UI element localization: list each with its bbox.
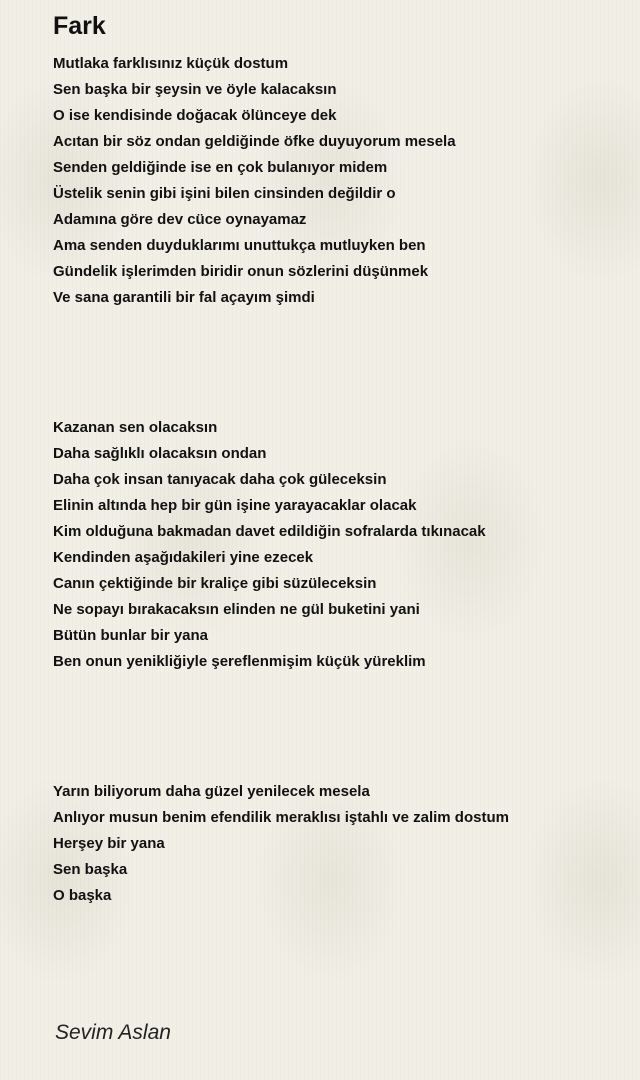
poem-line: Ama senden duyduklarımı unuttukça mutluyken ben: [53, 237, 426, 254]
poem-line: Bütün bunlar bir yana: [53, 627, 209, 644]
poem-body: [53, 51, 633, 909]
poem-title: Fark: [53, 12, 106, 40]
poem-line: Senden geldiğinde ise en çok bulanıyor midem: [53, 159, 388, 176]
poem-line: Ne sopayı bırakacaksın elinden ne gül buketini yani: [53, 601, 420, 618]
poem-line: Daha çok insan tanıyacak daha çok güleceksin: [53, 471, 387, 488]
poem-line: Üstelik senin gibi işini bilen cinsinden değildir o: [53, 185, 396, 202]
poem-line: Gündelik işlerimden biridir onun sözlerini düşünmek: [53, 263, 429, 280]
poem-line: Ben onun yenikliğiyle şereflenmişim küçük yüreklim: [53, 653, 426, 670]
poem-line: Kendinden aşağıdakileri yine ezecek: [53, 549, 314, 566]
poem-line: Elinin altında hep bir gün işine yarayacaklar olacak: [53, 497, 417, 514]
poem-stanza: [53, 779, 633, 909]
poem-line: Sen başka bir şeysin ve öyle kalacaksın: [53, 81, 337, 98]
poem-line: Acıtan bir söz ondan geldiğinde öfke duyuyorum mesela: [53, 133, 456, 150]
poem-line: Yarın biliyorum daha güzel yenilecek mesela: [53, 783, 370, 800]
poem-stanza: [53, 415, 633, 675]
poem-line: Kazanan sen olacaksın: [53, 419, 218, 436]
poem-line: Anlıyor musun benim efendilik meraklısı iştahlı ve zalim dostum: [53, 809, 509, 826]
poem-line: Ve sana garantili bir fal açayım şimdi: [53, 289, 315, 306]
poem-line: Sen başka: [53, 861, 128, 878]
poem-line: Adamına göre dev cüce oynayamaz: [53, 211, 307, 228]
poem-line: O ise kendisinde doğacak ölünceye dek: [53, 107, 337, 124]
poem-line: O başka: [53, 887, 112, 904]
poem-stanza: [53, 51, 633, 311]
poem-line: Daha sağlıklı olacaksın ondan: [53, 445, 267, 462]
poem-author: Sevim Aslan: [55, 1021, 171, 1044]
poem-line: Kim olduğuna bakmadan davet edildiğin sofralarda tıkınacak: [53, 523, 486, 540]
poem-line: Herşey bir yana: [53, 835, 165, 852]
poem-line: Canın çektiğinde bir kraliçe gibi süzüleceksin: [53, 575, 377, 592]
poem-line: Mutlaka farklısınız küçük dostum: [53, 55, 289, 72]
